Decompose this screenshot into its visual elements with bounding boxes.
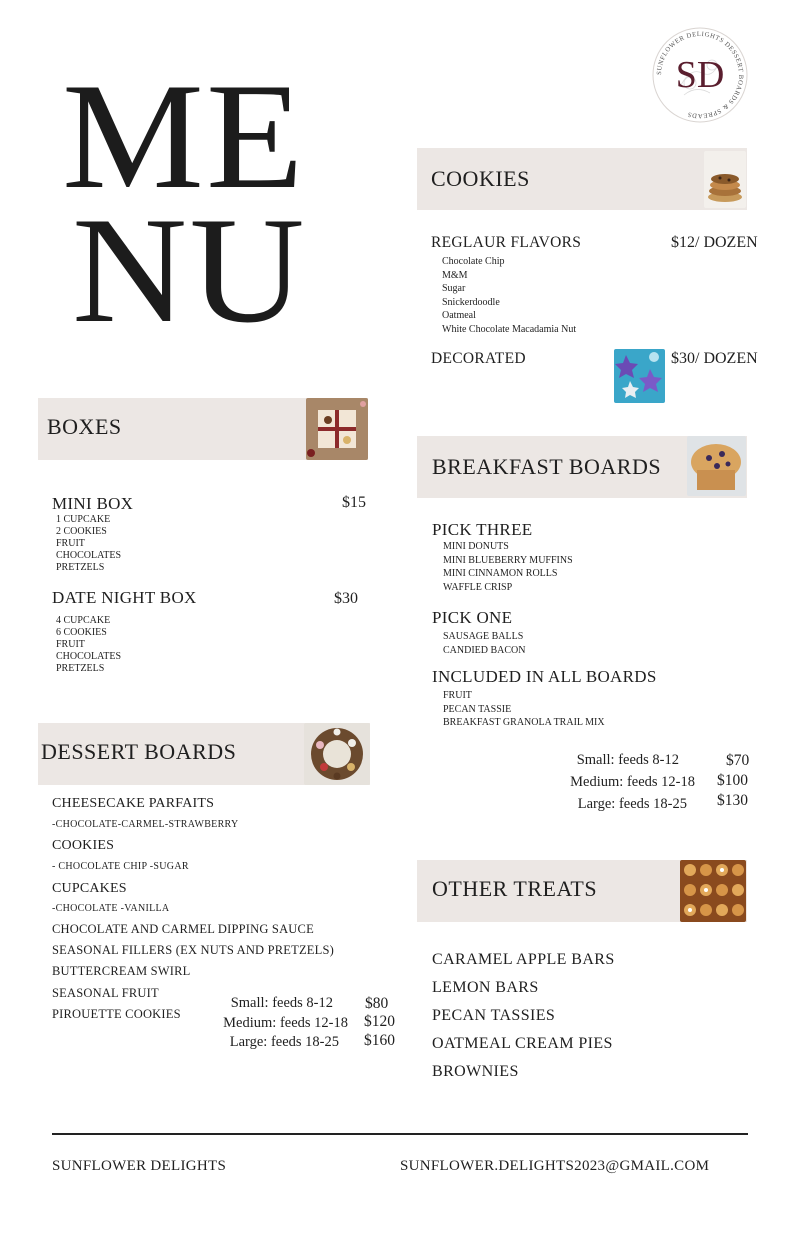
box-item: PRETZELS (56, 663, 105, 674)
breakfast-item: CANDIED BACON (443, 644, 526, 656)
flavor-item: Snickerdoodle (442, 296, 500, 308)
boxes-heading: BOXES (47, 414, 122, 439)
box-item: CHOCOLATES (56, 651, 122, 662)
dessert-extra: PIROUETTE COOKIES (52, 1007, 181, 1021)
box-item: FRUIT (56, 639, 85, 650)
treat-item: PECAN TASSIES (432, 1007, 556, 1024)
treat-item: BROWNIES (432, 1063, 519, 1080)
mini-box-price: $15 (342, 494, 366, 511)
breakfast-item: MINI BLUEBERRY MUFFINS (443, 554, 573, 566)
menu-title-line2: NU (72, 186, 307, 354)
treat-item: LEMON BARS (432, 979, 539, 996)
date-night-box-title: DATE NIGHT BOX (52, 588, 197, 607)
other-treats-heading: OTHER TREATS (432, 876, 598, 901)
regular-flavors-title: REGLAUR FLAVORS (431, 234, 582, 251)
dessert-sub-cheesecake: -CHOCOLATE-CARMEL-STRAWBERRY (52, 819, 239, 830)
breakfast-item: BREAKFAST GRANOLA TRAIL MIX (443, 717, 605, 728)
dessert-heading: DESSERT BOARDS (41, 739, 237, 764)
flavor-item: Chocolate Chip (442, 256, 505, 267)
dessert-extra: BUTTERCREAM SWIRL (52, 964, 191, 978)
blueberry-muffin-photo-icon (687, 436, 746, 496)
breakfast-price-medium: $100 (717, 772, 748, 789)
treat-item: OATMEAL CREAM PIES (432, 1035, 613, 1052)
footer-business-name: SUNFLOWER DELIGHTS (52, 1158, 227, 1174)
pick-one-list (443, 630, 526, 657)
flavor-item: White Chocolate Macadamia Nut (442, 323, 577, 335)
footer-email[interactable]: SUNFLOWER.DELIGHTS2023@GMAIL.COM (400, 1158, 710, 1174)
flavor-item: Sugar (442, 283, 466, 294)
mini-box-items (56, 514, 121, 574)
dessert-price-medium: $120 (364, 1013, 395, 1030)
dessert-extra: SEASONAL FRUIT (52, 986, 159, 1000)
decorated-title: DECORATED (431, 350, 526, 367)
breakfast-item: SAUSAGE BALLS (443, 631, 524, 642)
included-list (443, 689, 605, 730)
box-item: 2 COOKIES (56, 526, 107, 537)
box-item: CHOCOLATES (56, 550, 122, 561)
mini-box-title: MINI BOX (52, 494, 134, 513)
box-item: PRETZELS (56, 562, 105, 573)
treat-item: CARAMEL APPLE BARS (432, 951, 615, 968)
dessert-size-small: Small: feeds 8-12 (230, 995, 333, 1011)
box-item: 1 CUPCAKE (56, 514, 111, 525)
flavor-item: Oatmeal (442, 310, 476, 321)
dessert-extra: CHOCOLATE AND CARMEL DIPPING SAUCE (52, 922, 314, 936)
breakfast-price-large: $130 (717, 792, 748, 809)
gift-box-photo-icon (306, 398, 368, 460)
date-night-box-price: $30 (334, 590, 358, 607)
footer-divider (52, 1133, 748, 1135)
pick-three-title: PICK THREE (432, 520, 533, 539)
dessert-line-cookies: COOKIES (52, 838, 115, 853)
menu-title-line1: ME (62, 52, 306, 220)
breakfast-heading: BREAKFAST BOARDS (432, 454, 662, 479)
cookies-heading: COOKIES (431, 166, 530, 191)
dessert-line-cheesecake: CHEESECAKE PARFAITS (52, 796, 215, 811)
pick-one-title: PICK ONE (432, 608, 513, 627)
brand-logo (650, 25, 750, 125)
logo-ring-text: SUNFLOWER DELIGHTS DESSERT BOARDS & SPREADS (655, 30, 745, 120)
breakfast-item: MINI CINNAMON ROLLS (443, 568, 558, 579)
breakfast-item: PECAN TASSIE (443, 703, 512, 715)
dessert-size-medium: Medium: feeds 12-18 (223, 1015, 348, 1031)
dessert-price-large: $160 (364, 1032, 395, 1049)
date-night-box-items (56, 615, 121, 675)
decorated-price: $30/ DOZEN (671, 350, 758, 367)
box-item: FRUIT (56, 538, 85, 549)
breakfast-price-small: $70 (726, 752, 750, 769)
cookie-stack-photo-icon (704, 151, 746, 208)
pick-three-list (443, 540, 573, 594)
flavor-item: M&M (442, 269, 468, 281)
regular-flavors-price: $12/ DOZEN (671, 234, 758, 251)
dessert-size-large: Large: feeds 18-25 (229, 1034, 339, 1050)
breakfast-size-medium: Medium: feeds 12-18 (570, 774, 695, 790)
dessert-line-cupcakes: CUPCAKES (52, 881, 127, 896)
box-item: 4 CUPCAKE (56, 615, 111, 626)
breakfast-size-large: Large: feeds 18-25 (577, 796, 687, 812)
dessert-price-small: $80 (365, 995, 389, 1012)
breakfast-item: WAFFLE CRISP (443, 581, 513, 593)
breakfast-item: FRUIT (443, 690, 472, 701)
regular-flavors-list (442, 255, 576, 336)
dessert-extra: SEASONAL FILLERS (EX NUTS AND PRETZELS) (52, 943, 334, 957)
pastries-photo-icon (680, 860, 746, 922)
breakfast-size-small: Small: feeds 8-12 (576, 752, 679, 768)
included-title: INCLUDED IN ALL BOARDS (432, 667, 657, 686)
decorated-cookies-photo-icon (614, 349, 665, 403)
dessert-sub-cupcakes: -CHOCOLATE -VANILLA (52, 903, 170, 914)
logo-monogram: SD (675, 54, 725, 96)
dessert-board-photo-icon (304, 723, 370, 785)
box-item: 6 COOKIES (56, 627, 107, 638)
dessert-sub-cookies: - CHOCOLATE CHIP -SUGAR (52, 861, 189, 872)
breakfast-item: MINI DONUTS (443, 541, 509, 552)
